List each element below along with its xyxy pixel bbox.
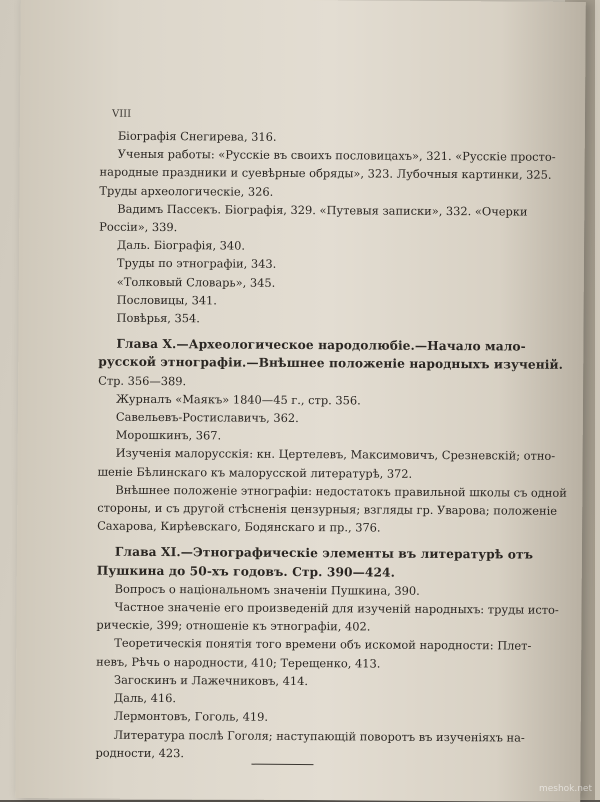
toc-line: Пословицы, 341. [116,292,218,308]
watermark: meshok.net [538,784,592,794]
page-number: VIII [111,108,132,120]
toc-line: Вопросъ о національномъ значеніи Пушкина, 390. [114,581,420,598]
closing-rule [251,764,313,765]
toc-line: Повѣрья, 354. [116,310,200,326]
toc-line: Даль. Біографія, 340. [117,237,246,253]
toc-line: стороны, и съ другой стѣсненія цензурныя; взгляды гр. Уварова; положеніе [97,500,558,518]
toc-line: невъ, Рѣчь о народности, 410; Терещенко, 413. [96,654,381,671]
book-page [15,0,586,802]
toc-line: Савельевъ-Ростиславичъ, 362. [115,409,299,426]
toc-line: шеніе Бѣлинскаго къ малорусской литературѣ, 372. [97,464,413,481]
toc-line: Сахарова, Кирѣевскаго, Бодянскаго и пр., 376. [97,518,381,535]
toc-line: Труды по этнографіи, 343. [116,256,277,272]
toc-line: Изученія малорусскія: кн. Цертелевъ, Максимовичъ, Срезневскій; отно- [115,446,556,464]
toc-line: народные праздники и суевѣрные обряды», 323. Лубочныя картинки, 325. [99,164,552,183]
toc-line: Морошкинъ, 367. [115,427,222,443]
toc-line: Частное значеніе его произведеній для изученій народныхъ: труды исто- [114,599,559,617]
table-of-contents [95,127,567,765]
toc-line: Литература послѣ Гоголя; наступающій поворотъ въ изученіяхъ на- [113,727,525,745]
toc-line: Теоретическія понятія того времени объ искомой народности: Плет- [114,636,532,654]
chapter-heading-line: Глава X.—Археологическое народолюбіе.—Начало мало- [116,336,526,354]
toc-line: Стр. 356—389. [98,373,187,388]
toc-line: Біографія Снегирева, 316. [117,128,277,144]
chapter-heading-line: русской этнографіи.—Внѣшнее положеніе народныхъ изученій. [98,355,564,373]
toc-line: Журналъ «Маякъ» 1840—45 г., стр. 356. [115,391,361,408]
toc-line: Лермонтовъ, Гоголь, 419. [113,709,269,725]
chapter-heading-line: Пушкина до 50-хъ годовъ. Стр. 390—424. [96,563,396,580]
toc-line: Внѣшнее положеніе этнографіи: недостатокъ правильной школы съ одной [115,482,567,500]
toc-line: Загоскинъ и Лажечниковъ, 414. [113,672,309,688]
toc-line: рическіе, 399; отношеніе къ этнографіи, 402. [96,617,371,634]
toc-line: Ученыя работы: «Русскіе въ своихъ пословицахъ», 321. «Русскіе просто- [117,146,556,164]
toc-line: Россіи», 339. [99,219,178,235]
toc-line: Вадимъ Пассекъ. Біографія, 329. «Путевыя записки», 332. «Очерки [117,201,528,219]
toc-line: родности, 423. [95,745,185,760]
toc-line: Труды археологическіе, 326. [99,183,274,199]
chapter-heading-line: Глава XI.—Этнографическіе элементы въ литературѣ отъ [114,545,534,563]
toc-line: Даль, 416. [113,690,177,706]
toc-line: «Толковый Словарь», 345. [116,274,276,290]
